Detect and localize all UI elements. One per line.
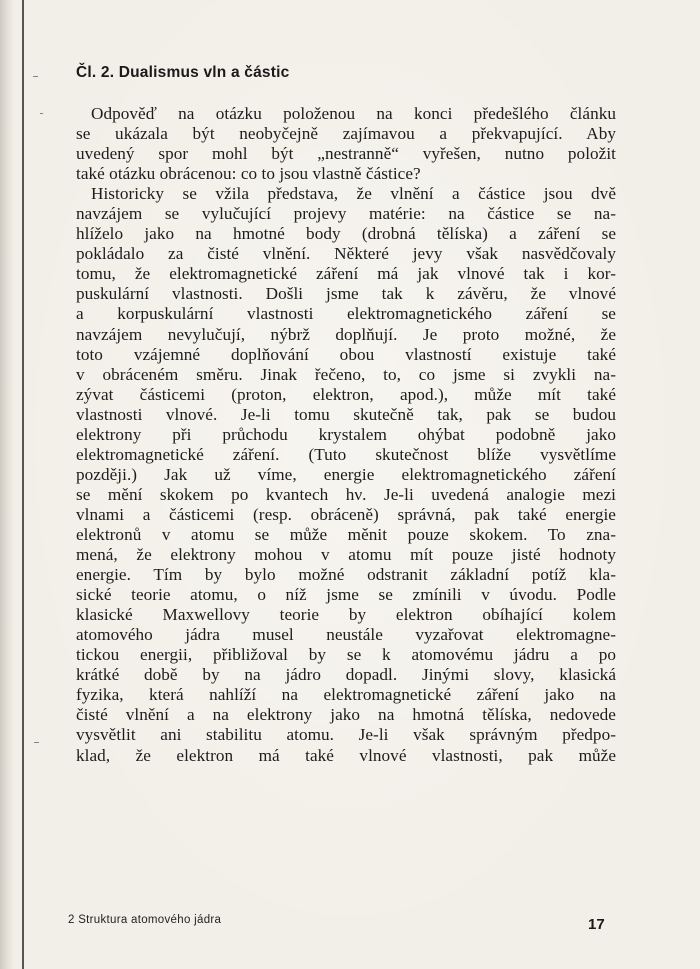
text-line: také otázku obrácenou: co to jsou vlastně částice? [76,164,421,184]
text-line: hlíželo jako na hmotné body (drobná tělíska) a záření se [76,224,616,244]
text-line: fyzika, která nahlíží na elektromagnetické záření jako na [76,685,616,705]
page-number: 17 [588,916,605,933]
text-line: pokládalo za čisté vlnění. Některé jevy však nasvědčovaly [76,244,616,264]
text-line: elektronů v atomu se může měnit pouze skokem. To zna- [76,524,616,544]
edge-mark [33,76,38,77]
edge-mark [34,742,39,743]
text-line: toto vzájemné doplňování obou vlastností existuje také [76,344,616,364]
text-line: se ukázala být neobyčejně zajímavou a překvapující. Aby [76,124,616,144]
text-line: zývat částicemi (proton, elektron, apod.), může mít také [76,384,616,404]
text-line: a korpuskulární vlastnosti elektromagnetického záření se [76,304,616,324]
text-line: atomového jádra musel neustále vyzařovat elektromagne- [76,625,616,645]
text-line: energie. Tím by bylo možné odstranit základní potíž kla- [76,565,616,585]
text-line: vlnami a částicemi (resp. obráceně) správná, pak také energie [76,504,616,524]
text-line: v obráceném směru. Jinak řečeno, to, co jsme si zvykli na- [76,364,616,384]
text-line: sické teorie atomu, o níž jsme se zmínili v úvodu. Podle [76,585,616,605]
text-line: vlastnosti vlnové. Je-li tomu skutečně tak, pak se budou [76,404,616,424]
text-line: tomu, že elektromagnetické záření má jak vlnové tak i kor- [76,264,616,284]
text-line: později.) Jak už víme, energie elektromagnetického záření [76,464,616,484]
paragraph [76,104,616,184]
text-line: klasické Maxwellovy teorie by elektron obíhající kolem [76,605,616,625]
text-line: elektromagnetické záření. (Tuto skutečnost blíže vysvětlíme [76,444,616,464]
section-heading: Čl. 2. Dualismus vln a částic [76,64,290,81]
binding-edge-line [22,0,24,969]
body-text [76,104,616,766]
text-line: mená, že elektrony mohou v atomu mít pouze jisté hodnoty [76,545,616,565]
binding-shadow [0,0,14,969]
text-line: se mění skokem po kvantech hν. Je-li uvedená analogie mezi [76,484,616,504]
text-line: navzájem nevylučují, nýbrž doplňují. Je proto možné, že [76,324,616,344]
text-line: puskulární vlastnosti. Došli jsme tak k závěru, že vlnové [76,284,616,304]
signature-mark: 2 Struktura atomového jádra [68,914,222,926]
text-line: navzájem se vylučující projevy matérie: na částice se na- [76,204,616,224]
text-line: uvedený spor mohl být „nestranně“ vyřešen, nutno položit [76,144,616,164]
paragraph [76,184,616,765]
text-line: Odpověď na otázku položenou na konci předešlého článku [91,104,616,123]
text-line: krátké době by na jádro dopadl. Jinými slovy, klasická [76,665,616,685]
text-line: Historicky se vžila představa, že vlnění a částice jsou dvě [91,184,616,204]
text-line: vysvětlit ani stabilitu atomu. Je-li však správným předpo- [76,725,616,745]
text-line: elektrony při průchodu krystalem ohýbat podobně jako [76,424,616,444]
text-line: tickou energii, přibližoval by se k atomovému jádru a po [76,645,616,665]
edge-mark [40,113,43,114]
text-line: čisté vlnění a na elektrony jako na hmotná tělíska, nedovede [76,705,616,725]
text-line: klad, že elektron má také vlnové vlastnosti, pak může [76,745,616,765]
